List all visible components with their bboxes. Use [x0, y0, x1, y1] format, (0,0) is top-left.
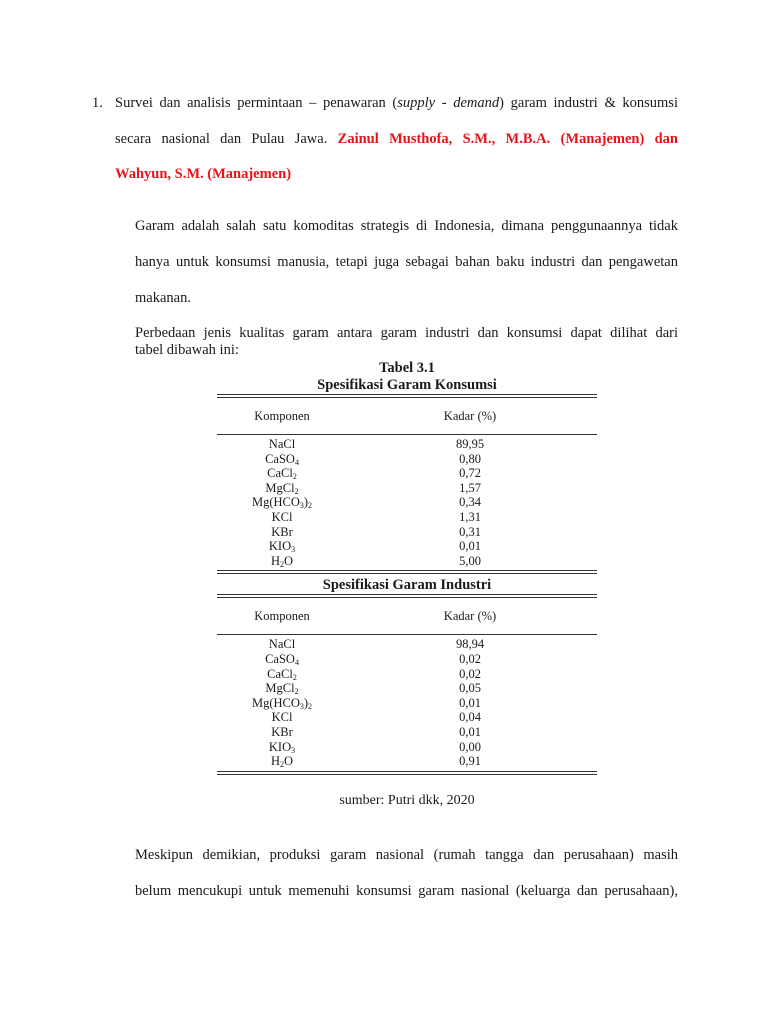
value-cell: 0,01	[459, 695, 481, 710]
table-title-konsumsi: Spesifikasi Garam Konsumsi	[317, 377, 497, 393]
component-cell: CaCl$_2$	[267, 466, 297, 482]
para1-line-3: makanan.	[135, 290, 191, 306]
header-kadar-industri: Kadar (%)	[443, 609, 497, 624]
value-cell: 89,95	[455, 437, 485, 451]
table-number: Tabel 3.1	[379, 360, 435, 376]
component-cell: $Mg(HCO_3)_2$	[251, 495, 313, 511]
component-cell: CaCl$_2$	[267, 666, 297, 682]
table-body-industri	[217, 635, 597, 770]
header-komponen-industri: Komponen	[254, 609, 310, 624]
component-cell: KCl	[271, 509, 293, 524]
header-kadar: Kadar (%)	[443, 409, 497, 423]
para3-line-2: belum mencukupi untuk memenuhi konsumsi garam nasional (keluarga dan perusahaan),	[135, 883, 678, 899]
item-line-1	[115, 95, 678, 112]
table-row	[217, 637, 597, 652]
value-cell: 5,00	[459, 553, 481, 568]
table-row	[217, 495, 597, 510]
value-cell: 0,91	[459, 754, 481, 769]
value-cell: 0,05	[459, 681, 481, 696]
table-row	[217, 696, 597, 711]
table-row	[217, 466, 597, 481]
value-cell: 0,02	[459, 666, 481, 681]
table-row	[217, 725, 597, 740]
component-cell: NaCl	[268, 637, 296, 652]
component-cell: KCl	[271, 710, 293, 725]
value-cell: 0,01	[459, 539, 481, 554]
value-cell: 0,01	[459, 724, 481, 739]
table-row	[217, 754, 597, 769]
table-header-industri	[217, 598, 597, 634]
table-row	[217, 525, 597, 540]
value-cell: 0,00	[459, 739, 481, 754]
item-line-1-italic: supply - demand	[397, 95, 500, 111]
component-cell: CaSO$_4$	[265, 651, 299, 667]
item-line-1-start: Survei dan analisis permintaan – penawaran (	[115, 95, 398, 111]
component-cell: MgCl$_2$	[265, 681, 299, 697]
component-cell: $KIO_3$	[268, 539, 296, 555]
component-cell: MgCl$_2$	[265, 480, 299, 496]
para2-line-1: Perbedaan jenis kualitas garam antara garam industri dan konsumsi dapat dilihat dari	[135, 325, 678, 341]
component-cell: CaSO$_4$	[265, 451, 299, 467]
component-cell: $H_2O$	[270, 553, 294, 569]
table-row	[217, 681, 597, 696]
table-3-1	[217, 360, 597, 775]
component-cell: KBr	[271, 724, 293, 739]
table-row	[217, 710, 597, 725]
para3-line-1: Meskipun demikian, produksi garam nasional (rumah tangga dan perusahaan) masih	[135, 847, 678, 863]
item-line-1-end: ) garam industri & konsumsi	[499, 95, 678, 111]
table-row	[217, 510, 597, 525]
value-cell: 0,72	[459, 466, 481, 481]
para1-line-2: hanya untuk konsumsi manusia, tetapi juga sebagai bahan baku industri dan pengawetan	[135, 254, 678, 270]
value-cell: 0,02	[459, 651, 481, 666]
table-row	[217, 667, 597, 682]
component-cell: NaCl	[268, 437, 296, 451]
table-row	[217, 539, 597, 554]
header-komponen: Komponen	[254, 409, 310, 423]
component-cell: $Mg(HCO_3)_2$	[251, 695, 313, 711]
component-cell: $H_2O$	[270, 754, 294, 770]
para1-line-1: Garam adalah salah satu komoditas strategis di Indonesia, dimana penggunaannya tidak	[135, 218, 678, 234]
item-line-2-text: secara nasional dan Pulau Jawa.	[115, 131, 338, 147]
table-title-industri: Spesifikasi Garam Industri	[322, 577, 492, 594]
author-names-cont: Wahyun, S.M. (Manajemen)	[115, 166, 292, 182]
value-cell: 1,31	[459, 509, 481, 524]
table-header-konsumsi	[217, 398, 597, 434]
value-cell: 0,31	[459, 524, 481, 539]
table-row	[217, 452, 597, 467]
value-cell: 0,04	[459, 710, 481, 725]
component-cell: $KIO_3$	[268, 739, 296, 755]
component-cell: KBr	[271, 524, 293, 539]
value-cell: 0,34	[459, 495, 481, 510]
item-number: 1.	[92, 95, 103, 111]
value-cell: 1,57	[459, 480, 481, 495]
table-row	[217, 437, 597, 452]
table-row	[217, 554, 597, 569]
value-cell: 98,94	[455, 637, 485, 652]
value-cell: 0,80	[459, 451, 481, 466]
table-row	[217, 652, 597, 667]
table-source: sumber: Putri dkk, 2020	[339, 793, 475, 808]
item-line-2	[115, 131, 678, 148]
table-row	[217, 481, 597, 496]
para2-line-2: tabel dibawah ini:	[135, 342, 239, 358]
table-row	[217, 740, 597, 755]
table-body-konsumsi	[217, 435, 597, 570]
author-names: Zainul Musthofa, S.M., M.B.A. (Manajemen) dan	[337, 131, 678, 147]
